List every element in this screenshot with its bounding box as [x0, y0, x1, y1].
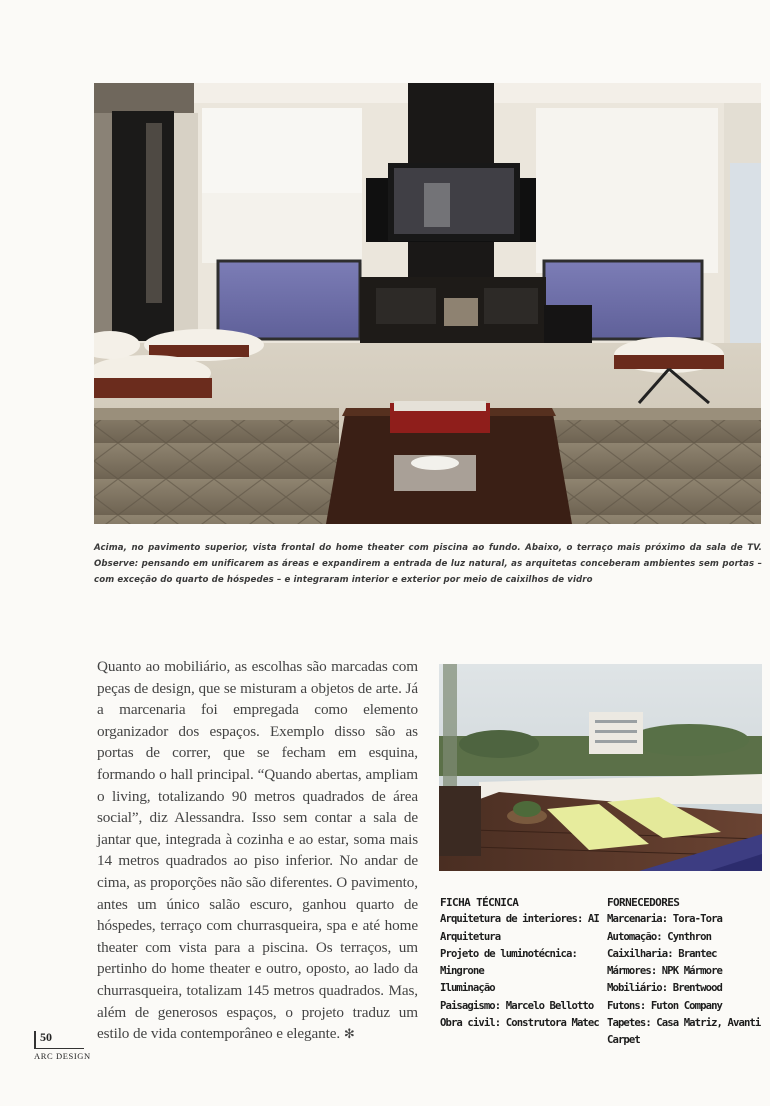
- terrace-photo: [439, 664, 762, 871]
- ficha-line: Projeto de luminotécnica: Mingrone: [440, 947, 577, 978]
- fornecedor-line: Caixilharia: Brantec: [607, 947, 717, 960]
- end-mark-icon: ✻: [343, 1026, 355, 1042]
- ficha-line: Iluminação: [440, 982, 495, 995]
- page-number: 50: [40, 1030, 52, 1044]
- magazine-name: ARC DESIGN: [34, 1051, 91, 1061]
- ficha-line: Obra civil: Construtora Matec: [440, 1017, 599, 1030]
- ficha-line: Paisagismo: Marcelo Bellotto: [440, 999, 594, 1012]
- article-body: [97, 656, 418, 1045]
- fornecedores: [607, 894, 767, 1050]
- terrace-illustration: [439, 664, 762, 871]
- fornecedor-line: Mobiliário: Brentwood: [607, 982, 723, 995]
- article-body-text: Quanto ao mobiliário, as escolhas são marcadas com peças de design, que se misturam a objetos de arte. Já a marcenaria foi empregada como elemento organizador dos espaços. Exemplo disso são as portas de correr, que se fecham em esquina, formando o hall principal. “Quando abertas, ampliam o living, totalizando 90 metros quadrados de área social”, diz Alessandra. Isso sem contar a sala de jantar que, integrada à cozinha e ao estar, soma mais 14 metros quadrados ao piso inferior. No andar de cima, as proporções não são diferentes. O pavimento, antes um único salão escuro, ganhou quarto de hóspedes, terraço com churrasqueira, spa e até home theater com vista para a piscina. Os terraços, um pertinho do home theater e outro, oposto, ao lado da churrasqueira, totalizam 145 metros quadrados. Mas, além de generosos espaços, o projeto traduz um estilo de vida contemporâneo e elegante.: [97, 658, 418, 1043]
- folio-bar: [34, 1031, 36, 1049]
- home-theater-illustration: [94, 83, 761, 524]
- fornecedores-heading: FORNECEDORES: [607, 896, 680, 909]
- home-theater-photo: [94, 83, 761, 524]
- fornecedor-line: Automação: Cynthron: [607, 930, 712, 943]
- ficha-tecnica: [440, 894, 600, 1032]
- ficha-tecnica-heading: FICHA TÉCNICA: [440, 896, 519, 909]
- ficha-line: Arquitetura: [440, 930, 501, 943]
- fornecedor-line: Tapetes: Casa Matriz, Avanti Carpet: [607, 1017, 761, 1047]
- fornecedor-line: Mármores: NPK Mármore: [607, 965, 723, 978]
- folio-divider: [34, 1048, 84, 1049]
- fornecedor-line: Futons: Futon Company: [607, 999, 723, 1012]
- photo-caption: Acima, no pavimento superior, vista frontal do home theater com piscina ao fundo. Abaixo, o terraço mais próximo da sala de TV. Observe: pensando em unificarem as áreas e expandirem a entrada de luz natural, as arquitetas conceberam ambientes sem portas – com exceção do quarto de hóspedes – e integraram interior e exterior por meio de caixilhos de vidro: [94, 543, 762, 585]
- ficha-line: Arquitetura de interiores: AI: [440, 913, 599, 926]
- fornecedor-line: Marcenaria: Tora-Tora: [607, 913, 723, 926]
